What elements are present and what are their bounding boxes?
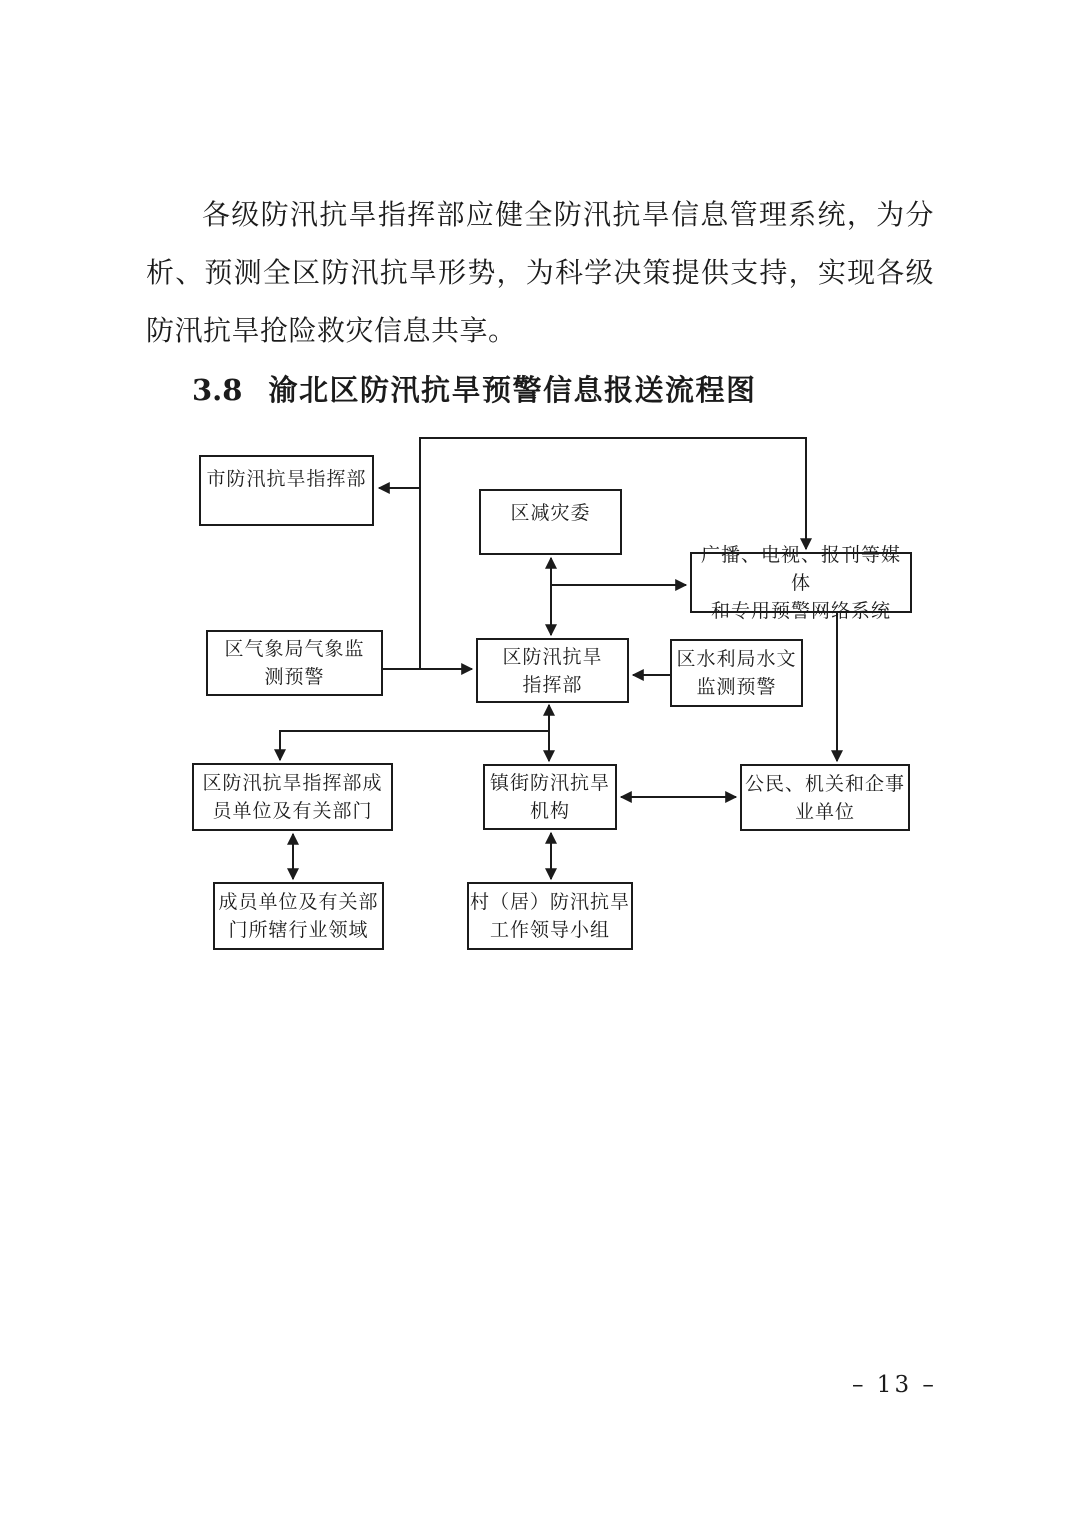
node-city-flood-control-hq bbox=[199, 455, 374, 526]
flowchart bbox=[0, 430, 1074, 990]
node-district-flood-control-hq bbox=[476, 638, 629, 703]
node-district-meteorological-bureau bbox=[206, 630, 383, 696]
body-paragraph: 各级防汛抗旱指挥部应健全防汛抗旱信息管理系统，为分析、预测全区防汛抗旱形势，为科学决策提供支持，实现各级防汛抗旱抢险救灾信息共享。 bbox=[146, 198, 934, 347]
node-label: 测预警 bbox=[264, 666, 325, 688]
section-heading bbox=[192, 368, 756, 409]
node-label: 区防汛抗旱指挥部成 bbox=[202, 772, 383, 794]
node-label: 区气象局气象监 bbox=[224, 638, 365, 660]
node-label: 公民、机关和企事 bbox=[744, 772, 905, 795]
node-hq-member-units bbox=[192, 763, 393, 831]
node-label: 广播、电视、报刊等媒体 bbox=[700, 543, 901, 594]
node-label: 区减灾委 bbox=[510, 502, 591, 524]
node-member-unit-industries bbox=[213, 882, 384, 950]
node-label: 业单位 bbox=[794, 800, 855, 823]
node-citizens-and-enterprises bbox=[740, 764, 910, 831]
node-label: 机构 bbox=[529, 800, 570, 822]
section-number: 3.8 bbox=[192, 373, 243, 407]
node-label: 市防汛抗旱指挥部 bbox=[206, 468, 367, 490]
node-label: 工作领导小组 bbox=[489, 919, 610, 941]
node-district-water-bureau bbox=[670, 639, 803, 707]
node-label: 指挥部 bbox=[522, 673, 583, 696]
node-label: 和专用预警网络系统 bbox=[710, 599, 891, 622]
page-number: – 13 – bbox=[852, 1372, 937, 1398]
node-media-and-warning-network bbox=[690, 543, 912, 622]
node-label: 员单位及有关部门 bbox=[212, 800, 373, 822]
arrow-district-to-members bbox=[280, 731, 549, 760]
node-village-leading-groups bbox=[467, 882, 633, 950]
node-district-disaster-reduction-committee bbox=[479, 489, 622, 555]
node-label: 成员单位及有关部 bbox=[218, 891, 379, 913]
node-town-street-agencies bbox=[483, 764, 617, 830]
node-label: 监测预警 bbox=[696, 676, 777, 698]
node-label: 镇街防汛抗旱 bbox=[489, 772, 610, 794]
node-label: 区水利局水文 bbox=[676, 648, 797, 670]
node-label: 门所辖行业领域 bbox=[228, 919, 369, 941]
node-label: 村（居）防汛抗旱 bbox=[469, 891, 630, 913]
section-title: 渝北区防汛抗旱预警信息报送流程图 bbox=[268, 373, 757, 407]
node-label: 区防汛抗旱 bbox=[502, 645, 603, 668]
